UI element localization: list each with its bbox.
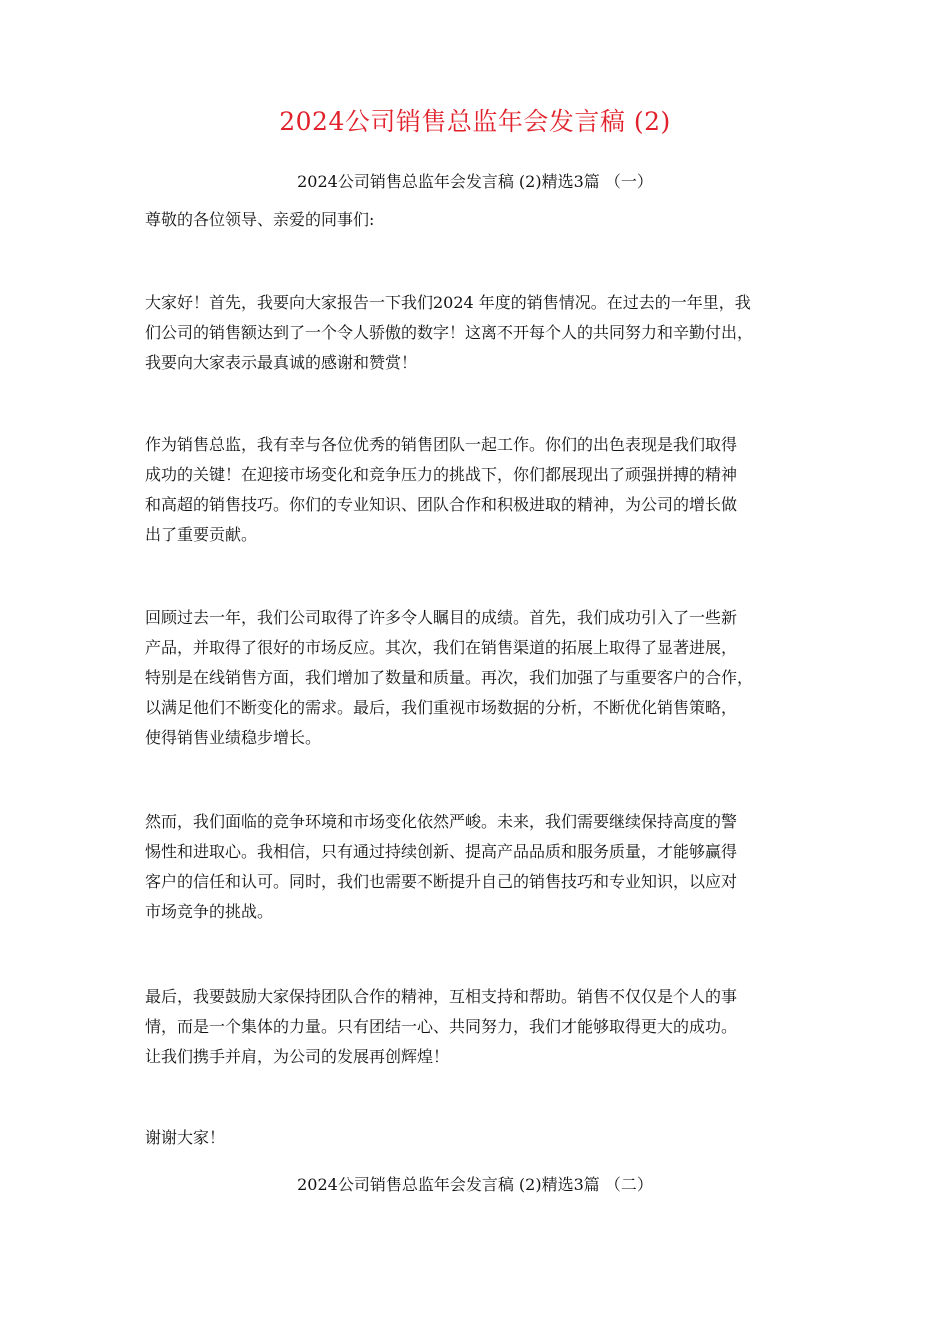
paragraph-line: 客户的信任和认可。同时，我们也需要不断提升自己的销售技巧和专业知识，以应对: [145, 872, 738, 891]
paragraph-line: 产品，并取得了很好的市场反应。其次，我们在销售渠道的拓展上取得了显著进展，: [145, 638, 738, 657]
paragraph-challenges: [145, 807, 825, 927]
paragraph-line: 市场竞争的挑战。: [145, 902, 274, 921]
paragraph-line: 我要向大家表示最真诚的感谢和赞赏！: [145, 353, 418, 372]
paragraph-line: 大家好！首先，我要向大家报告一下我们2024 年度的销售情况。在过去的一年里，我: [145, 293, 751, 312]
paragraph-line: 特别是在线销售方面，我们增加了数量和质量。再次，我们加强了与重要客户的合作，: [145, 668, 754, 687]
section-heading-one: 2024公司销售总监年会发言稿 (2)精选3篇 （一）: [297, 172, 653, 191]
salutation: 尊敬的各位领导、亲爱的同事们:: [145, 210, 375, 229]
document-title: 2024公司销售总监年会发言稿 (2): [279, 107, 671, 136]
paragraph-team-praise: [145, 430, 825, 550]
paragraph-line: 和高超的销售技巧。你们的专业知识、团队合作和积极进取的精神，为公司的增长做: [145, 495, 738, 514]
paragraph-achievements: [145, 603, 825, 753]
section-heading-two: 2024公司销售总监年会发言稿 (2)精选3篇 （二）: [297, 1175, 653, 1194]
paragraph-line: 作为销售总监，我有幸与各位优秀的销售团队一起工作。你们的出色表现是我们取得: [145, 435, 738, 454]
paragraph-line: 成功的关键！在迎接市场变化和竞争压力的挑战下，你们都展现出了顽强拼搏的精神: [145, 465, 738, 484]
paragraph-line: 然而，我们面临的竞争环境和市场变化依然严峻。未来，我们需要继续保持高度的警: [145, 812, 738, 831]
paragraph-line: 回顾过去一年，我们公司取得了许多令人瞩目的成绩。首先，我们成功引入了一些新: [145, 608, 738, 627]
paragraph-line: 出了重要贡献。: [145, 525, 258, 544]
paragraph-line: 让我们携手并肩，为公司的发展再创辉煌！: [145, 1047, 450, 1066]
paragraph-sales-report: [145, 288, 825, 378]
paragraph-line: 使得销售业绩稳步增长。: [145, 728, 322, 747]
paragraph-line: 惕性和进取心。我相信，只有通过持续创新、提高产品品质和服务质量，才能够赢得: [145, 842, 738, 861]
closing-remark: 谢谢大家！: [145, 1128, 226, 1147]
paragraph-line: 以满足他们不断变化的需求。最后，我们重视市场数据的分析，不断优化销售策略，: [145, 698, 738, 717]
paragraph-line: 情，而是一个集体的力量。只有团结一心、共同努力，我们才能够取得更大的成功。: [145, 1017, 738, 1036]
paragraph-line: 最后，我要鼓励大家保持团队合作的精神，互相支持和帮助。销售不仅仅是个人的事: [145, 987, 738, 1006]
paragraph-line: 们公司的销售额达到了一个令人骄傲的数字！这离不开每个人的共同努力和辛勤付出，: [145, 323, 754, 342]
paragraph-encouragement: [145, 982, 825, 1072]
